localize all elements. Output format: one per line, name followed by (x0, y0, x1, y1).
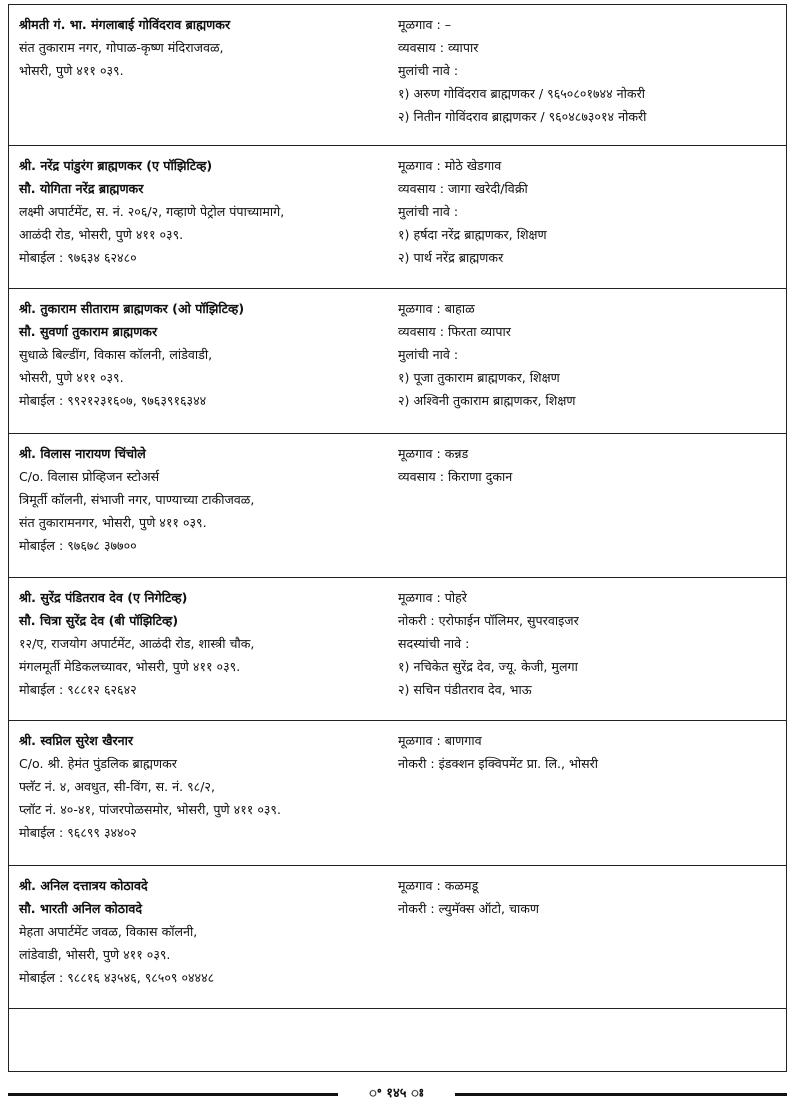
person-name: श्री. सुरेंद्र पंडितराव देव (ए निगेटिव्ह) (19, 590, 188, 605)
info-line: १) अरुण गोविंदराव ब्राह्मणकर / ९६५०८०१७४४ नोकरी (398, 86, 645, 101)
address-line: मोबाईल : ९७६७८ ३७७०० (19, 538, 137, 553)
info-line: १) पूजा तुकाराम ब्राह्मणकर, शिक्षण (398, 370, 560, 385)
person-name: श्रीमती गं. भा. मंगलाबाई गोविंदराव ब्राह्मणकर (19, 17, 231, 32)
info-line: मूळगाव : बाहाळ (398, 301, 475, 316)
family-details (398, 586, 783, 701)
address-line: प्लॉट नं. ४०-४१, पांजरपोळसमोर, भोसरी, पुणे ४११ ०३९. (19, 802, 281, 817)
family-details (398, 154, 783, 269)
address-line: सुधाळे बिल्डींग, विकास कॉलनी, लांडेवाडी, (19, 347, 213, 362)
address-line: भोसरी, पुणे ४११ ०३९. (19, 370, 124, 385)
family-details (398, 297, 783, 412)
person-details (19, 13, 394, 82)
family-details (398, 874, 783, 920)
directory-entry (9, 289, 786, 434)
directory-entry (9, 146, 786, 289)
info-line: २) अश्विनी तुकाराम ब्राह्मणकर, शिक्षण (398, 393, 576, 408)
info-line: मूळगाव : कन्नड (398, 446, 469, 461)
info-line: व्यवसाय : किराणा दुकान (398, 469, 513, 484)
address-line: लक्ष्मी अपार्टमेंट, स. नं. २०६/२, गव्हाणे पेट्रोल पंपाच्यामागे, (19, 204, 285, 219)
directory-entry (9, 578, 786, 721)
person-name: श्री. स्वप्निल सुरेश खैरनार (19, 733, 134, 748)
address-line: आळंदी रोड, भोसरी, पुणे ४११ ०३९. (19, 227, 184, 242)
info-line: नोकरी : इंडक्शन इक्विपमेंट प्रा. लि., भोसरी (398, 756, 599, 771)
info-line: १) नचिकेत सुरेंद्र देव, ज्यू. केजी, मुलगा (398, 659, 578, 674)
address-line: मोबाईल : ९७६३४ ६२४८० (19, 250, 137, 265)
address-line: मोबाईल : ९६८९९ ३४४०२ (19, 825, 137, 840)
info-line: व्यवसाय : फिरता व्यापार (398, 324, 511, 339)
family-details (398, 13, 783, 128)
page-number: ꢀ १४५ ꢁ (369, 1086, 424, 1101)
info-line: मूळगाव : मोठे खेडगाव (398, 158, 502, 173)
directory-entry (9, 5, 786, 146)
person-details (19, 586, 394, 701)
info-line: मूळगाव : बाणगाव (398, 733, 482, 748)
family-details (398, 729, 783, 775)
info-line: मुलांची नावे : (398, 347, 459, 362)
info-line: १) हर्षदा नरेंद्र ब्राह्मणकर, शिक्षण (398, 227, 547, 242)
address-line: १२/ए, राजयोग अपार्टमेंट, आळंदी रोड, शास्त्री चौक, (19, 636, 255, 651)
address-line: मेहता अपार्टमेंट जवळ, विकास कॉलनी, (19, 924, 198, 939)
info-line: व्यवसाय : व्यापार (398, 40, 479, 55)
empty-entry (9, 1009, 786, 1071)
address-line: लांडेवाडी, भोसरी, पुणे ४११ ०३९. (19, 947, 171, 962)
person-name: सौ. सुवर्णा तुकाराम ब्राह्मणकर (19, 324, 158, 339)
info-line: २) पार्थ नरेंद्र ब्राह्मणकर (398, 250, 504, 265)
directory-entry (9, 434, 786, 578)
person-details (19, 442, 394, 557)
address-line: संत तुकारामनगर, भोसरी, पुणे ४११ ०३९. (19, 515, 207, 530)
person-details (19, 154, 394, 269)
page-footer (8, 1084, 787, 1104)
person-name: सौ. भारती अनिल कोठावदे (19, 901, 143, 916)
info-line: २) सचिन पंडीतराव देव, भाऊ (398, 682, 532, 697)
info-line: मूळगाव : – (398, 17, 452, 32)
footer-rule-right (455, 1093, 787, 1096)
info-line: मुलांची नावे : (398, 63, 459, 78)
footer-rule-left (8, 1093, 338, 1096)
info-line: सदस्यांची नावे : (398, 636, 470, 651)
address-line: फ्लॅट नं. ४, अवधुत, सी-विंग, स. नं. ९८/२, (19, 779, 215, 794)
person-details (19, 729, 394, 844)
person-name: सौ. चित्रा सुरेंद्र देव (बी पॉझिटिव्ह) (19, 613, 179, 628)
address-line: C/o. विलास प्रोव्हिजन स्टोअर्स (19, 469, 160, 484)
info-line: मूळगाव : पोहरे (398, 590, 467, 605)
address-line: भोसरी, पुणे ४११ ०३९. (19, 63, 124, 78)
person-name: श्री. तुकाराम सीताराम ब्राह्मणकर (ओ पॉझिटिव्ह) (19, 301, 245, 316)
info-line: व्यवसाय : जागा खरेदी/विक्री (398, 181, 528, 196)
person-name: श्री. अनिल दत्तात्रय कोठावदे (19, 878, 148, 893)
address-line: संत तुकाराम नगर, गोपाळ-कृष्ण मंदिराजवळ, (19, 40, 224, 55)
family-details (398, 442, 783, 488)
person-name: श्री. नरेंद्र पांडुरंग ब्राह्मणकर (ए पॉझिटिव्ह) (19, 158, 213, 173)
person-details (19, 874, 394, 989)
directory-entry (9, 866, 786, 1009)
info-line: मूळगाव : कळमडू (398, 878, 479, 893)
address-line: C/o. श्री. हेमंत पुंडलिक ब्राह्मणकर (19, 756, 177, 771)
info-line: नोकरी : ल्युमॅक्स ऑटो, चाकण (398, 901, 540, 916)
address-line: त्रिमूर्ती कॉलनी, संभाजी नगर, पाण्याच्या टाकीजवळ, (19, 492, 255, 507)
info-line: २) नितीन गोविंदराव ब्राह्मणकर / ९६०४८७३०१४ नोकरी (398, 109, 647, 124)
address-line: मोबाईल : ९९२१२३१६०७, ९७६३९१६३४४ (19, 393, 207, 408)
person-details (19, 297, 394, 412)
directory-page-frame (8, 4, 787, 1072)
info-line: नोकरी : एरोफाईन पॉलिमर, सुपरवाइजर (398, 613, 579, 628)
address-line: मोबाईल : ९८८१२ ६२६४२ (19, 682, 137, 697)
person-name: सौ. योगिता नरेंद्र ब्राह्मणकर (19, 181, 144, 196)
info-line: मुलांची नावे : (398, 204, 459, 219)
address-line: मोबाईल : ९८८१६ ४३५४६, ९८५०९ ०४४४८ (19, 970, 215, 985)
address-line: मंगलमूर्ती मेडिकलच्यावर, भोसरी, पुणे ४११ ०३९. (19, 659, 241, 674)
person-name: श्री. विलास नारायण चिंचोले (19, 446, 146, 461)
directory-entry (9, 721, 786, 866)
